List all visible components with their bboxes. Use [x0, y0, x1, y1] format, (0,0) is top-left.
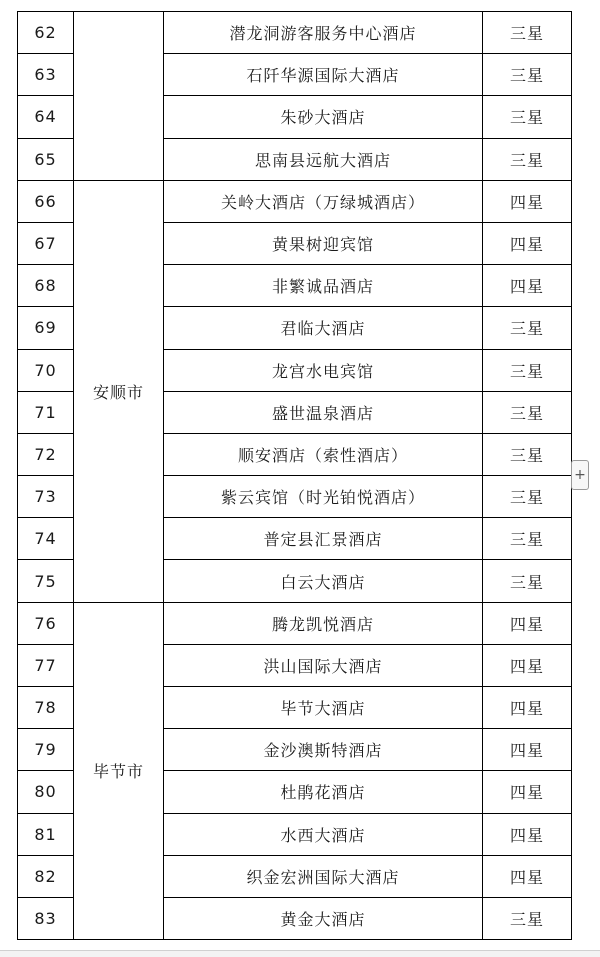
row-number-cell: 71 — [18, 391, 74, 433]
star-rating-cell: 四星 — [483, 813, 572, 855]
page-bottom-edge — [0, 950, 600, 957]
hotel-rating-table — [17, 11, 572, 940]
hotel-name-cell: 石阡华源国际大酒店 — [164, 54, 483, 96]
table-row — [18, 12, 572, 54]
hotel-name-cell: 白云大酒店 — [164, 560, 483, 602]
star-rating-cell: 三星 — [483, 54, 572, 96]
star-rating-cell: 四星 — [483, 771, 572, 813]
row-number-cell: 78 — [18, 687, 74, 729]
star-rating-cell: 四星 — [483, 855, 572, 897]
city-cell — [74, 12, 164, 181]
hotel-name-cell: 龙宫水电宾馆 — [164, 349, 483, 391]
star-rating-cell: 三星 — [483, 518, 572, 560]
row-number-cell: 65 — [18, 138, 74, 180]
hotel-name-cell: 紫云宾馆（时光铂悦酒店） — [164, 476, 483, 518]
hotel-name-cell: 普定县汇景酒店 — [164, 518, 483, 560]
star-rating-cell: 四星 — [483, 265, 572, 307]
hotel-name-cell: 水西大酒店 — [164, 813, 483, 855]
table-row — [18, 602, 572, 644]
hotel-name-cell: 黄金大酒店 — [164, 897, 483, 939]
hotel-name-cell: 君临大酒店 — [164, 307, 483, 349]
star-rating-cell: 三星 — [483, 138, 572, 180]
hotel-name-cell: 非繁诚品酒店 — [164, 265, 483, 307]
row-number-cell: 75 — [18, 560, 74, 602]
table-expand-handle[interactable] — [571, 460, 589, 490]
row-number-cell: 70 — [18, 349, 74, 391]
row-number-cell: 80 — [18, 771, 74, 813]
star-rating-cell: 三星 — [483, 391, 572, 433]
hotel-name-cell: 盛世温泉酒店 — [164, 391, 483, 433]
city-cell: 毕节市 — [74, 602, 164, 940]
star-rating-cell: 三星 — [483, 96, 572, 138]
hotel-name-cell: 关岭大酒店（万绿城酒店） — [164, 180, 483, 222]
row-number-cell: 67 — [18, 222, 74, 264]
row-number-cell: 81 — [18, 813, 74, 855]
row-number-cell: 63 — [18, 54, 74, 96]
star-rating-cell: 三星 — [483, 897, 572, 939]
star-rating-cell: 四星 — [483, 644, 572, 686]
row-number-cell: 83 — [18, 897, 74, 939]
hotel-name-cell: 思南县远航大酒店 — [164, 138, 483, 180]
star-rating-cell: 四星 — [483, 222, 572, 264]
table-body — [18, 12, 572, 940]
row-number-cell: 64 — [18, 96, 74, 138]
row-number-cell: 77 — [18, 644, 74, 686]
star-rating-cell: 四星 — [483, 729, 572, 771]
plus-icon: + — [574, 467, 586, 483]
star-rating-cell: 三星 — [483, 560, 572, 602]
hotel-name-cell: 黄果树迎宾馆 — [164, 222, 483, 264]
hotel-name-cell: 潜龙洞游客服务中心酒店 — [164, 12, 483, 54]
row-number-cell: 79 — [18, 729, 74, 771]
star-rating-cell: 三星 — [483, 433, 572, 475]
row-number-cell: 68 — [18, 265, 74, 307]
table-row — [18, 180, 572, 222]
star-rating-cell: 四星 — [483, 180, 572, 222]
hotel-name-cell: 杜鹃花酒店 — [164, 771, 483, 813]
star-rating-cell: 三星 — [483, 349, 572, 391]
hotel-name-cell: 金沙澳斯特酒店 — [164, 729, 483, 771]
row-number-cell: 74 — [18, 518, 74, 560]
hotel-name-cell: 洪山国际大酒店 — [164, 644, 483, 686]
hotel-name-cell: 毕节大酒店 — [164, 687, 483, 729]
city-cell: 安顺市 — [74, 180, 164, 602]
hotel-name-cell: 织金宏洲国际大酒店 — [164, 855, 483, 897]
star-rating-cell: 三星 — [483, 307, 572, 349]
row-number-cell: 72 — [18, 433, 74, 475]
row-number-cell: 66 — [18, 180, 74, 222]
row-number-cell: 76 — [18, 602, 74, 644]
star-rating-cell: 三星 — [483, 476, 572, 518]
hotel-name-cell: 腾龙凯悦酒店 — [164, 602, 483, 644]
row-number-cell: 82 — [18, 855, 74, 897]
row-number-cell: 69 — [18, 307, 74, 349]
star-rating-cell: 三星 — [483, 12, 572, 54]
row-number-cell: 62 — [18, 12, 74, 54]
star-rating-cell: 四星 — [483, 602, 572, 644]
hotel-name-cell: 顺安酒店（索性酒店） — [164, 433, 483, 475]
row-number-cell: 73 — [18, 476, 74, 518]
hotel-name-cell: 朱砂大酒店 — [164, 96, 483, 138]
star-rating-cell: 四星 — [483, 687, 572, 729]
